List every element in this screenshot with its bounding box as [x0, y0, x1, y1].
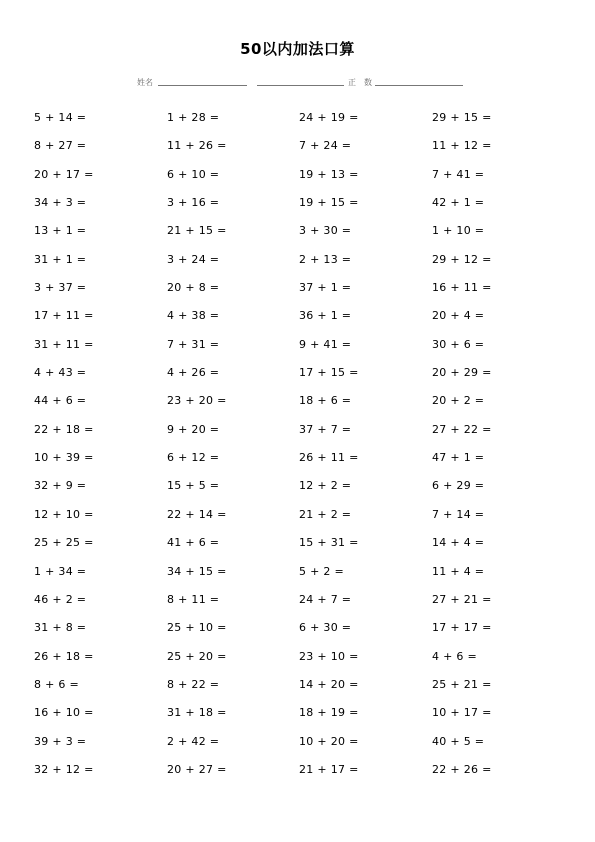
- problem-item: 11 + 4 =: [432, 564, 485, 578]
- problem-item: 16 + 10 =: [34, 706, 94, 720]
- problem-item: 32 + 12 =: [34, 762, 94, 776]
- problem-item: 44 + 6 =: [34, 394, 87, 408]
- problem-item: 20 + 27 =: [167, 762, 227, 776]
- problem-item: 7 + 31 =: [167, 337, 220, 351]
- problem-item: 19 + 15 =: [299, 196, 359, 210]
- problem-item: 31 + 1 =: [34, 252, 87, 266]
- problem-item: 27 + 21 =: [432, 592, 492, 606]
- problem-item: 8 + 6 =: [34, 677, 80, 691]
- blank-line: [257, 85, 344, 86]
- problem-item: 31 + 8 =: [34, 621, 87, 635]
- problem-item: 6 + 10 =: [167, 167, 220, 181]
- problem-item: 18 + 19 =: [299, 706, 359, 720]
- problem-item: 8 + 22 =: [167, 677, 220, 691]
- problem-item: 15 + 5 =: [167, 479, 220, 493]
- problem-item: 26 + 18 =: [34, 649, 94, 663]
- problem-item: 20 + 8 =: [167, 281, 220, 295]
- problem-item: 25 + 25 =: [34, 536, 94, 550]
- problem-item: 19 + 13 =: [299, 167, 359, 181]
- name-label: 姓名: [137, 78, 153, 87]
- problem-item: 23 + 20 =: [167, 394, 227, 408]
- problem-item: 20 + 17 =: [34, 167, 94, 181]
- problem-item: 37 + 1 =: [299, 281, 352, 295]
- problem-item: 42 + 1 =: [432, 196, 485, 210]
- problem-item: 1 + 28 =: [167, 111, 220, 124]
- problem-item: 7 + 14 =: [432, 507, 485, 521]
- problem-item: 20 + 29 =: [432, 366, 492, 380]
- problem-item: 2 + 42 =: [167, 734, 220, 748]
- problem-item: 26 + 11 =: [299, 451, 359, 465]
- problem-item: 2 + 13 =: [299, 252, 352, 266]
- problem-item: 25 + 21 =: [432, 677, 492, 691]
- problem-item: 16 + 11 =: [432, 281, 492, 295]
- name-line: [158, 85, 247, 86]
- problem-item: 47 + 1 =: [432, 451, 485, 465]
- problem-item: 32 + 9 =: [34, 479, 87, 493]
- problem-item: 20 + 4 =: [432, 309, 485, 323]
- problem-item: 4 + 26 =: [167, 366, 220, 380]
- correct-count-line: [375, 85, 463, 86]
- problem-item: 4 + 38 =: [167, 309, 220, 323]
- problem-item: 25 + 20 =: [167, 649, 227, 663]
- problem-item: 25 + 10 =: [167, 621, 227, 635]
- problem-item: 17 + 11 =: [34, 309, 94, 323]
- problem-item: 5 + 14 =: [34, 111, 87, 124]
- problem-item: 3 + 30 =: [299, 224, 352, 238]
- problem-item: 9 + 20 =: [167, 422, 220, 436]
- problem-item: 20 + 2 =: [432, 394, 485, 408]
- problem-item: 10 + 17 =: [432, 706, 492, 720]
- problem-item: 10 + 39 =: [34, 451, 94, 465]
- page-title: 50以内加法口算: [240, 40, 355, 58]
- problem-item: 1 + 34 =: [34, 564, 87, 578]
- problem-item: 6 + 29 =: [432, 479, 485, 493]
- problem-item: 7 + 41 =: [432, 167, 485, 181]
- problem-item: 24 + 7 =: [299, 592, 352, 606]
- problem-item: 21 + 15 =: [167, 224, 227, 238]
- problem-item: 7 + 24 =: [299, 139, 352, 153]
- problem-item: 22 + 18 =: [34, 422, 94, 436]
- problem-item: 14 + 20 =: [299, 677, 359, 691]
- problem-item: 36 + 1 =: [299, 309, 352, 323]
- problem-item: 4 + 43 =: [34, 366, 87, 380]
- problem-item: 10 + 20 =: [299, 734, 359, 748]
- problem-item: 21 + 17 =: [299, 762, 359, 776]
- problem-item: 29 + 15 =: [432, 111, 492, 124]
- problem-item: 29 + 12 =: [432, 252, 492, 266]
- student-info: [0, 77, 595, 91]
- problem-item: 22 + 26 =: [432, 762, 492, 776]
- problem-item: 17 + 17 =: [432, 621, 492, 635]
- problem-item: 12 + 10 =: [34, 507, 94, 521]
- problem-item: 39 + 3 =: [34, 734, 87, 748]
- problem-item: 13 + 1 =: [34, 224, 87, 238]
- problem-item: 5 + 2 =: [299, 564, 345, 578]
- problem-item: 3 + 16 =: [167, 196, 220, 210]
- problem-item: 8 + 27 =: [34, 139, 87, 153]
- problem-item: 46 + 2 =: [34, 592, 87, 606]
- problem-item: 9 + 41 =: [299, 337, 352, 351]
- problem-item: 1 + 10 =: [432, 224, 485, 238]
- problem-item: 30 + 6 =: [432, 337, 485, 351]
- problem-item: 6 + 12 =: [167, 451, 220, 465]
- problem-item: 14 + 4 =: [432, 536, 485, 550]
- problem-item: 4 + 6 =: [432, 649, 478, 663]
- problem-item: 34 + 15 =: [167, 564, 227, 578]
- problem-item: 18 + 6 =: [299, 394, 352, 408]
- problem-item: 3 + 37 =: [34, 281, 87, 295]
- problem-item: 40 + 5 =: [432, 734, 485, 748]
- problem-item: 3 + 24 =: [167, 252, 220, 266]
- problem-item: 8 + 11 =: [167, 592, 220, 606]
- problem-grid: [34, 111, 574, 791]
- problem-item: 41 + 6 =: [167, 536, 220, 550]
- problem-item: 24 + 19 =: [299, 111, 359, 124]
- problem-item: 23 + 10 =: [299, 649, 359, 663]
- correct-count-label: 正 数: [348, 78, 372, 87]
- problem-item: 22 + 14 =: [167, 507, 227, 521]
- problem-item: 6 + 30 =: [299, 621, 352, 635]
- problem-item: 11 + 26 =: [167, 139, 227, 153]
- problem-item: 27 + 22 =: [432, 422, 492, 436]
- problem-item: 37 + 7 =: [299, 422, 352, 436]
- problem-item: 31 + 18 =: [167, 706, 227, 720]
- problem-item: 15 + 31 =: [299, 536, 359, 550]
- problem-item: 31 + 11 =: [34, 337, 94, 351]
- problem-item: 21 + 2 =: [299, 507, 352, 521]
- problem-item: 12 + 2 =: [299, 479, 352, 493]
- problem-item: 34 + 3 =: [34, 196, 87, 210]
- problem-item: 17 + 15 =: [299, 366, 359, 380]
- problem-item: 11 + 12 =: [432, 139, 492, 153]
